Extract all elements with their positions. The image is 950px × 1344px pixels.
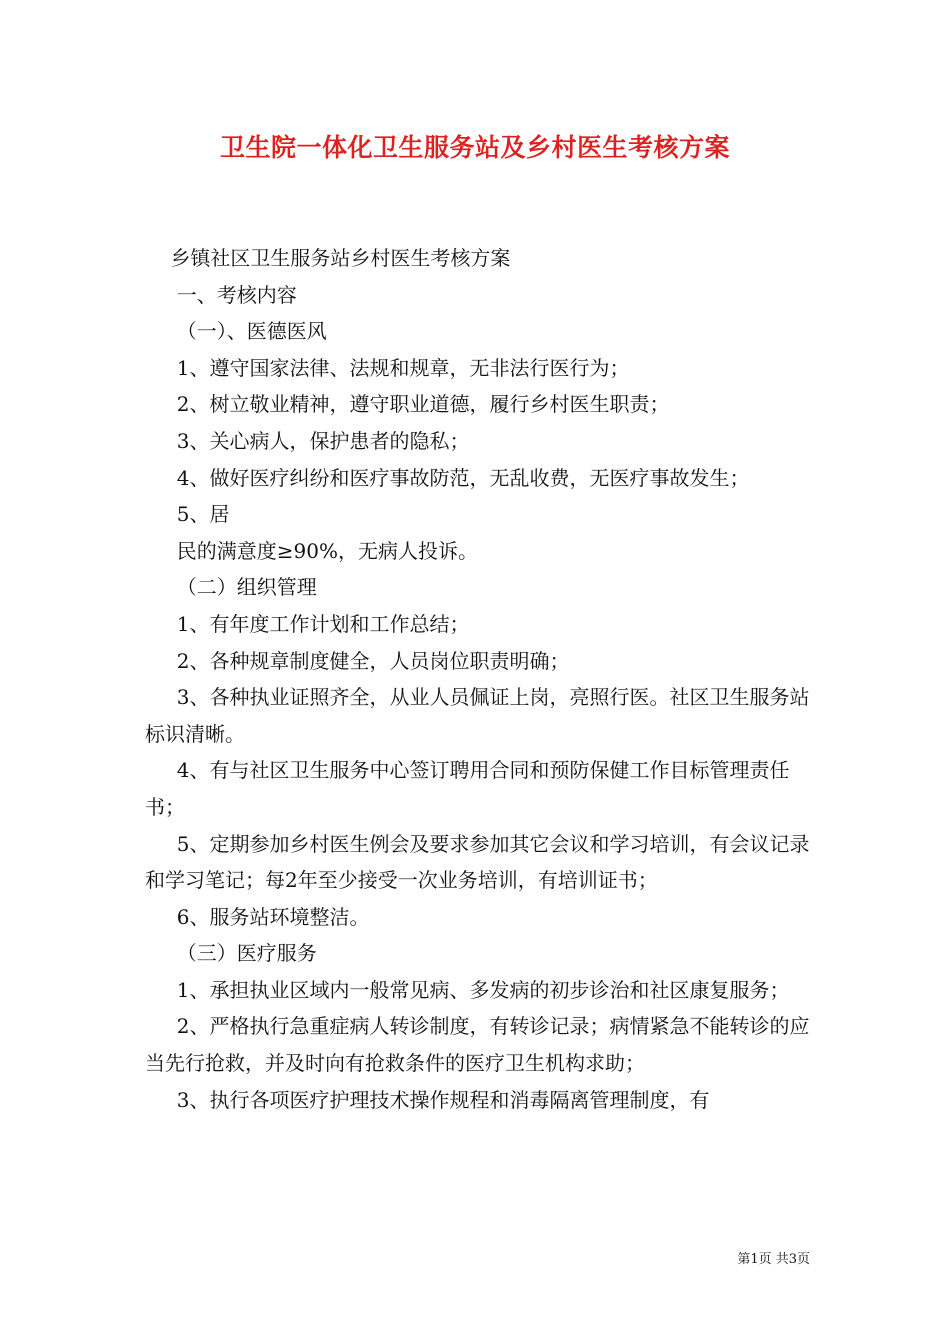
list-item: 3、各种执业证照齐全，从业人员佩证上岗，亮照行医。社区卫生服务站标识清晰。	[145, 685, 810, 746]
list-item: 5、居	[145, 502, 230, 527]
list-item: 2、树立敬业精神，遵守职业道德，履行乡村医生职责；	[145, 392, 670, 417]
list-item: 3、关心病人，保护患者的隐私；	[145, 428, 470, 453]
list-item: 4、做好医疗纠纷和医疗事故防范，无乱收费，无医疗事故发生；	[145, 465, 750, 490]
section-heading: 一、考核内容	[145, 282, 297, 307]
list-item: 民的满意度≥90%，无病人投诉。	[145, 538, 479, 563]
page-number: 第1页 共3页	[737, 1252, 810, 1267]
subsection-heading: （二）组织管理	[145, 575, 317, 600]
document-title: 卫生院一体化卫生服务站及乡村医生考核方案	[219, 133, 730, 162]
list-item: 2、严格执行急重症病人转诊制度，有转诊记录；病情紧急不能转诊的应当先行抢救，并及时向有抢救条件的医疗卫生机构求助；	[145, 1014, 810, 1076]
list-item: 1、有年度工作计划和工作总结；	[145, 611, 470, 636]
list-item: 3、执行各项医疗护理技术操作规程和消毒隔离管理制度，有	[145, 1087, 710, 1112]
list-item: 6、服务站环境整洁。	[145, 904, 370, 929]
list-item: 5、定期参加乡村医生例会及要求参加其它会议和学习培训，有会议记录和学习笔记；每2年至少接受一次业务培训，有培训证书；	[145, 831, 810, 893]
list-item: 2、各种规章制度健全，人员岗位职责明确；	[145, 648, 570, 673]
list-item: 1、承担执业区域内一般常见病、多发病的初步诊治和社区康复服务；	[145, 977, 790, 1002]
list-item: 1、遵守国家法律、法规和规章，无非法行医行为；	[145, 355, 630, 380]
subsection-heading: （三）医疗服务	[145, 941, 317, 966]
list-item: 4、有与社区卫生服务中心签订聘用合同和预防保健工作目标管理责任书；	[145, 758, 790, 819]
document-body	[145, 240, 810, 1118]
subsection-heading: （一）、医德医风	[145, 319, 327, 344]
body-paragraph: 乡镇社区卫生服务站乡村医生考核方案	[145, 246, 511, 270]
